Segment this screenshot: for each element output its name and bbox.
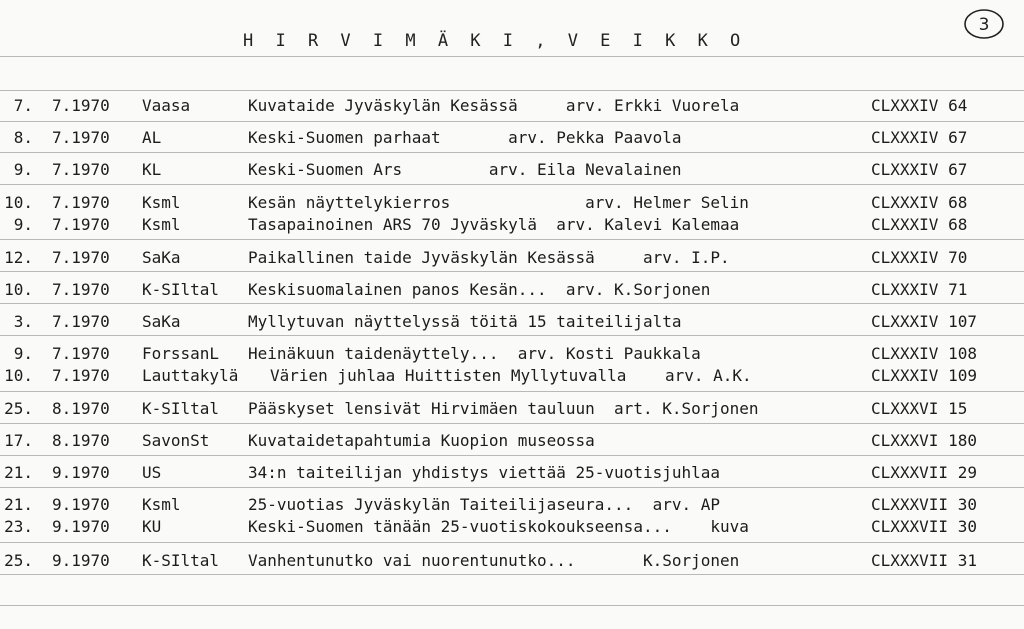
entry-row [0, 431, 1024, 451]
entry-row [0, 366, 1024, 386]
entry-reference: CLXXXIV 68 [871, 215, 968, 234]
entry-row [0, 344, 1024, 364]
entry-date: 7.1970 [52, 280, 110, 299]
circle-mark-icon [963, 8, 1005, 40]
entry-reference: CLXXXIV 67 [871, 128, 968, 147]
entry-row [0, 280, 1024, 300]
entry-day: 25. [4, 399, 33, 418]
rule-line [0, 487, 1024, 488]
rule-line [0, 239, 1024, 240]
entry-text: 34:n taiteilijan yhdistys viettää 25-vuotisjuhlaa [248, 463, 721, 482]
rule-line [0, 90, 1024, 91]
entry-date: 7.1970 [52, 193, 110, 212]
entry-text: Pääskyset lensivät Hirvimäen tauluun art. K.Sorjonen [248, 399, 759, 418]
entry-date: 7.1970 [52, 344, 110, 363]
entry-source: Ksml [142, 193, 181, 212]
entry-text: Kuvataidetapahtumia Kuopion museossa [248, 431, 595, 450]
entry-text: Tasapainoinen ARS 70 Jyväskylä arv. Kalevi Kalemaa [248, 215, 740, 234]
entry-reference: CLXXXIV 71 [871, 280, 968, 299]
entry-row [0, 96, 1024, 116]
rule-line [0, 184, 1024, 185]
entry-date: 7.1970 [52, 96, 110, 115]
entry-reference: CLXXXVI 180 [871, 431, 977, 450]
entry-text: Keski-Suomen tänään 25-vuotiskokoukseensa... kuva [248, 517, 749, 536]
entry-reference: CLXXXIV 67 [871, 160, 968, 179]
entry-day: 8. [13, 128, 33, 147]
entry-source: US [142, 463, 162, 482]
rule-line [0, 303, 1024, 304]
entry-reference: CLXXXVII 30 [871, 517, 977, 536]
rule-line [0, 542, 1024, 543]
entry-text: Vanhentunutko vai nuorentunutko... K.Sorjonen [248, 551, 740, 570]
entry-reference: CLXXXVII 30 [871, 495, 977, 514]
rule-line [0, 605, 1024, 606]
rule-line [0, 391, 1024, 392]
entry-row [0, 517, 1024, 537]
rule-line [0, 56, 1024, 57]
entry-row [0, 495, 1024, 515]
entry-reference: CLXXXVI 15 [871, 399, 968, 418]
entry-date: 7.1970 [52, 248, 110, 267]
entry-text: 25-vuotias Jyväskylän Taiteilijaseura... arv. AP [248, 495, 721, 514]
entry-source: SaKa [142, 248, 181, 267]
entry-date: 8.1970 [52, 399, 110, 418]
entry-day: 7. [13, 96, 33, 115]
entry-row [0, 312, 1024, 332]
entry-date: 9.1970 [52, 517, 110, 536]
entry-text: Kuvataide Jyväskylän Kesässä arv. Erkki Vuorela [248, 96, 740, 115]
entry-day: 21. [4, 495, 33, 514]
entry-day: 10. [4, 193, 33, 212]
entry-row [0, 128, 1024, 148]
entry-row [0, 160, 1024, 180]
entry-text: Keskisuomalainen panos Kesän... arv. K.Sorjonen [248, 280, 711, 299]
entry-date: 7.1970 [52, 215, 110, 234]
rule-line [0, 152, 1024, 153]
entry-day: 9. [13, 344, 33, 363]
entry-source: SaKa [142, 312, 181, 331]
entry-source: Lauttakylä [142, 366, 239, 385]
entry-day: 17. [4, 431, 33, 450]
entry-source: KU [142, 517, 162, 536]
page-number-circled [963, 8, 1005, 40]
entry-source: AL [142, 128, 162, 147]
entry-date: 7.1970 [52, 312, 110, 331]
entry-reference: CLXXXVII 31 [871, 551, 977, 570]
entry-date: 9.1970 [52, 551, 110, 570]
entry-date: 7.1970 [52, 366, 110, 385]
entry-source: Ksml [142, 495, 181, 514]
entry-source: ForssanL [142, 344, 220, 363]
entry-text: Paikallinen taide Jyväskylän Kesässä arv. I.P. [248, 248, 730, 267]
entry-source: K-SIltal [142, 551, 220, 570]
entry-day: 10. [4, 280, 33, 299]
entry-day: 25. [4, 551, 33, 570]
entry-source: Ksml [142, 215, 181, 234]
entry-day: 9. [13, 215, 33, 234]
entry-row [0, 193, 1024, 213]
entry-reference: CLXXXIV 68 [871, 193, 968, 212]
page-number: 3 [978, 15, 990, 35]
entry-reference: CLXXXIV 108 [871, 344, 977, 363]
entry-text: Keski-Suomen Ars arv. Eila Nevalainen [248, 160, 682, 179]
entry-date: 7.1970 [52, 128, 110, 147]
entry-text: Kesän näyttelykierros arv. Helmer Selin [248, 193, 749, 212]
entry-day: 23. [4, 517, 33, 536]
entry-day: 9. [13, 160, 33, 179]
entry-day: 3. [13, 312, 33, 331]
entry-source: K-SIltal [142, 280, 220, 299]
entry-date: 9.1970 [52, 463, 110, 482]
entry-row [0, 551, 1024, 571]
entry-day: 12. [4, 248, 33, 267]
rule-line [0, 423, 1024, 424]
entry-reference: CLXXXIV 64 [871, 96, 968, 115]
rule-line [0, 335, 1024, 336]
entry-text: Keski-Suomen parhaat arv. Pekka Paavola [248, 128, 682, 147]
rule-line [0, 455, 1024, 456]
entry-text: Heinäkuun taidenäyttely... arv. Kosti Paukkala [248, 344, 701, 363]
entry-text: Myllytuvan näyttelyssä töitä 15 taiteilijalta [248, 312, 682, 331]
entry-text: Värien juhlaa Huittisten Myllytuvalla arv. A.K. [270, 366, 752, 385]
entry-day: 10. [4, 366, 33, 385]
card-title: H I R V I M Ä K I , V E I K K O [243, 31, 747, 51]
entry-date: 8.1970 [52, 431, 110, 450]
entry-row [0, 215, 1024, 235]
entry-source: SavonSt [142, 431, 210, 450]
entry-row [0, 248, 1024, 268]
entry-row [0, 399, 1024, 419]
entry-reference: CLXXXIV 107 [871, 312, 977, 331]
entry-date: 7.1970 [52, 160, 110, 179]
entry-reference: CLXXXIV 70 [871, 248, 968, 267]
rule-line [0, 271, 1024, 272]
entry-reference: CLXXXIV 109 [871, 366, 977, 385]
entry-reference: CLXXXVII 29 [871, 463, 977, 482]
entry-row [0, 463, 1024, 483]
entry-date: 9.1970 [52, 495, 110, 514]
rule-line [0, 574, 1024, 575]
entry-source: Vaasa [142, 96, 191, 115]
entry-source: KL [142, 160, 162, 179]
entry-day: 21. [4, 463, 33, 482]
rule-line [0, 121, 1024, 122]
entry-source: K-SIltal [142, 399, 220, 418]
